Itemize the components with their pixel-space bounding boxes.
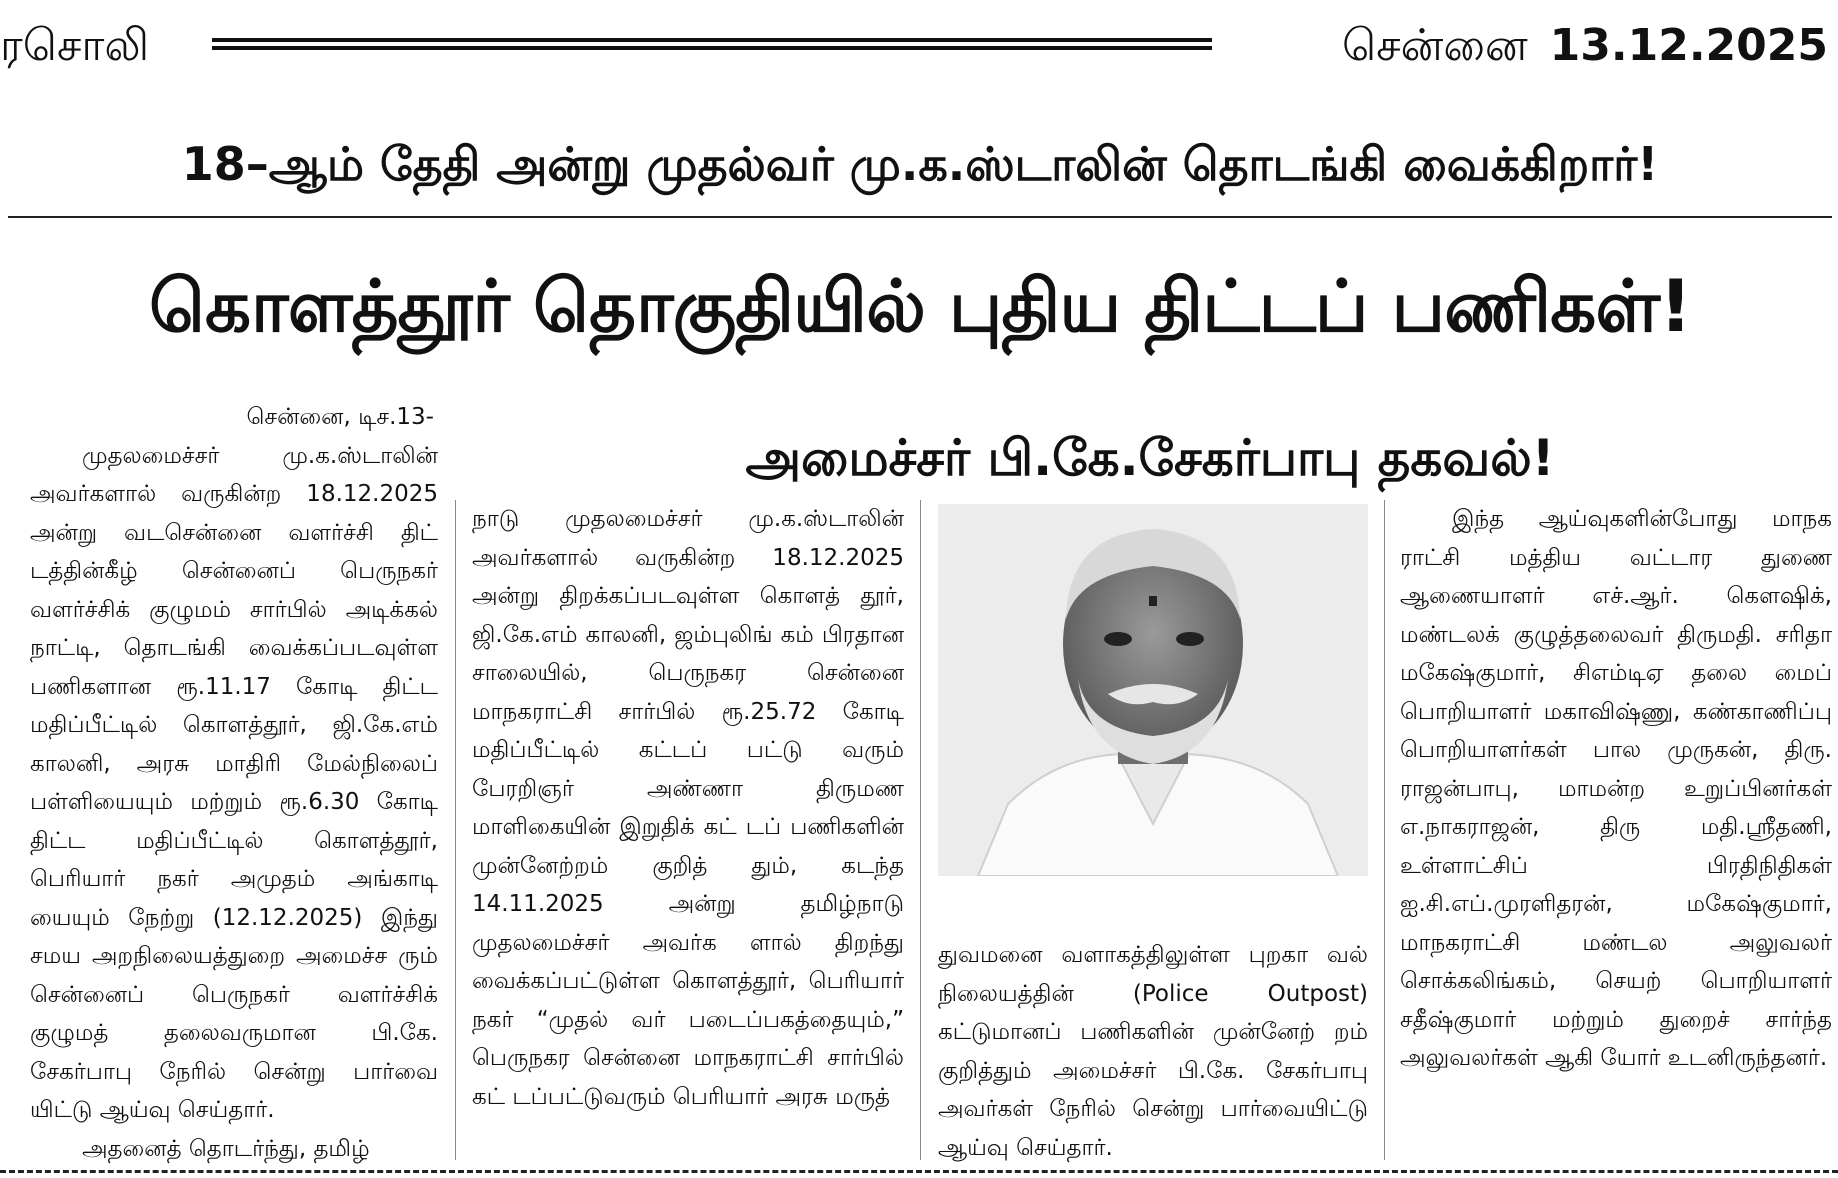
- article-paragraph: இந்த ஆய்வுகளின்போது மாநக ராட்சி மத்திய வட்டார துணை ஆணையாளர் எச்.ஆர். கௌஷிக், மண்டலக் குழுத்தலைவர் திருமதி. சரிதா மகேஷ்குமார், சிஎம்டிஏ தலை மைப் பொறியாளர் மகாவிஷ்ணு, கண்காணிப்பு பொறியாளர்கள் பால முருகன், திரு. ராஜன்பாபு, மாமன்ற உறுப்பினர்கள் எ.நாகராஜன், திரு மதி.ஸ்ரீதணி, உள்ளாட்சிப் பிரதிநிதிகள் ஐ.சி.எப்.முரளிதரன், மகேஷ்குமார், மாநகராட்சி மண்டல அலுவலர் சொக்கலிங்கம், செயற் பொறியாளர் சதீஷ்குமார் மற்றும் துறைச் சார்ந்த அலுவலர்கள் ஆகி யோர் உடனிருந்தனர்.: [1400, 506, 1832, 1071]
- dateline-city: சென்னை: [1342, 20, 1528, 71]
- article-column-4: [1400, 500, 1832, 1078]
- sub-headline: அமைச்சர் பி.கே.சேகர்பாபு தகவல்!: [745, 429, 1555, 487]
- article-paragraph: துவமனை வளாகத்திலுள்ள புறகா வல் நிலையத்தின் (Police Outpost) கட்டுமானப் பணிகளின் முன்னேற் றம் குறித்தும் அமைச்சர் பி.கே. சேகர்பாபு அவர்கள் நேரில் சென்று பார்வையிட்டு ஆய்வு செய்தார்.: [938, 942, 1368, 1161]
- minister-photo: [938, 504, 1368, 876]
- column-divider: [920, 500, 921, 1160]
- article-paragraph: முதலமைச்சர் மு.க.ஸ்டாலின் அவர்களால் வருகின்ற 18.12.2025 அன்று வடசென்னை வளர்ச்சி திட் டத்தின்கீழ் சென்னைப் பெருநகர் வளர்ச்சிக் குழுமம் சார்பில் அடிக்கல் நாட்டி, தொடங்கி வைக்கப்படவுள்ள பணிகளான ரூ.11.17 கோடி திட்ட மதிப்பீட்டில் கொளத்தூர், ஜி.கே.எம் காலனி, அரசு மாதிரி மேல்நிலைப் பள்ளியையும் மற்றும் ரூ.6.30 கோடி திட்ட மதிப்பீட்டில் கொளத்தூர், பெரியார் நகர் அமுதம் அங்காடி யையும் நேற்று (12.12.2025) இந்து சமய அறநிலையத்துறை அமைச்ச ரும் சென்னைப் பெருநகர் வளர்ச்சிக் குழுமத் தலைவருமான பி.கே. சேகர்பாபு நேரில் சென்று பார்வை யிட்டு ஆய்வு செய்தார்.: [30, 442, 438, 1123]
- newspaper-name: ரசொலி: [0, 20, 150, 71]
- article-column-3: [938, 936, 1368, 1167]
- article-column-1: [30, 398, 438, 1168]
- article-column-2: [472, 500, 904, 1116]
- main-headline: கொளத்தூர் தொகுதியில் புதிய திட்டப் பணிகள்!: [148, 264, 1692, 348]
- masthead-rule: [212, 38, 1212, 50]
- article-paragraph: நாடு முதலமைச்சர் மு.க.ஸ்டாலின் அவர்களால் வருகின்ற 18.12.2025 அன்று திறக்கப்படவுள்ள கொளத் தூர், ஜி.கே.எம் காலனி, ஜம்புலிங் கம் பிரதான சாலையில், பெருநகர சென்னை மாநகராட்சி சார்பில் ரூ.25.72 கோடி மதிப்பீட்டில் கட்டப் பட்டு வரும் பேரறிஞர் அண்ணா திருமண மாளிகையின் இறுதிக் கட் டப் பணிகளின் முன்னேற்றம் குறித் தும், கடந்த 14.11.2025 அன்று தமிழ்நாடு முதலமைச்சர் அவர்க ளால் திறந்து வைக்கப்பட்டுள்ள கொளத்தூர், பெரியார் நகர் “முதல் வர் படைப்பகத்தையும்,” பெருநகர சென்னை மாநகராட்சி சார்பில் கட் டப்பட்டுவரும் பெரியார் அரசு மருத்: [472, 506, 904, 1110]
- column-divider: [1384, 500, 1385, 1160]
- kicker-headline: 18–ஆம் தேதி அன்று முதல்வர் மு.க.ஸ்டாலின் தொடங்கி வைக்கிறார்!: [181, 137, 1659, 191]
- headline-divider: [8, 216, 1832, 218]
- article-paragraph: அதனைத் தொடர்ந்து, தமிழ்: [82, 1135, 370, 1162]
- page-bottom-rule: [0, 1170, 1838, 1173]
- column-divider: [455, 500, 456, 1160]
- dateline: [1342, 18, 1828, 74]
- dateline-date: 13.12.2025: [1549, 20, 1828, 71]
- portrait-image: [938, 504, 1368, 876]
- placeline: சென்னை, டிச.13-: [246, 404, 434, 430]
